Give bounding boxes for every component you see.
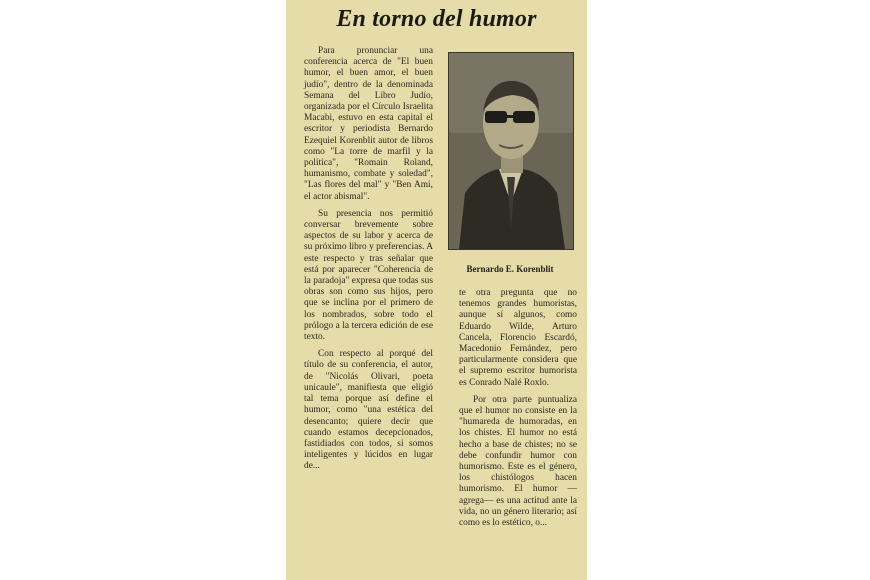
paragraph: te otra pregunta que no tenemos grandes humoristas, aunque sí algunos, como Eduardo Wilde, Arturo Cancela, Florencio Escardó, Macedonio Fernández, pero particularmente considera que el supremo escritor humorista es Conrado Nalé Roxlo.: [459, 288, 577, 388]
article-headline: En torno del humor: [336, 6, 537, 32]
portrait-image: [449, 53, 573, 249]
paragraph: Con respecto al porqué del título de su conferencia, el autor, de "Nicolás Olivari, poeta unicaule", manifiesta que eligió tal tema porque así define el humor, como "una estética del desencanto; quiere decir que cuando estamos decepcionados, fastidiados con todos, si somos inteligentes y lúcidos en lugar de...: [304, 349, 433, 472]
paragraph: Para pronunciar una conferencia acerca de "El buen humor, el buen amor, el buen judío", dentro de la denominada Semana del Libro Judío, organizada por el Círculo Israelita Macabi, estuvo en esta capital el escritor y periodista Bernardo Ezequiel Korenblit autor de libros como "La torre de marfil y la política", "Romain Roland, humanismo, combate y soledad", "Las flores del mal" y "Ben Ami, el actor abismal".: [304, 46, 433, 202]
right-text-column: [459, 288, 577, 535]
newspaper-clipping: [286, 0, 587, 580]
photo-caption: Bernardo E. Korenblit: [466, 264, 554, 274]
paragraph: Su presencia nos permitió conversar brevemente sobre aspectos de su labor y acerca de su próximo libro y preferencias. A este respecto y tras señalar que está por aparecer "Coherencia de la paradoja" expresa que todas sus obras son como sus hijos, pero que se inclina por el primero de los nombrados, sobre todo el prólogo a la tercera edición de ese texto.: [304, 208, 433, 343]
paragraph: Por otra parte puntualiza que el humor no consiste en la "humareda de humoradas, en los chistes. El humor no está hecho a base de chistes; no se debe confundir humor con humorismo. Este es el género, los chistólogos hacen humorismo. El humor —agrega— es una actitud ante la vida, no un género literario; así como es lo estético, o...: [459, 394, 577, 529]
author-photo: [448, 52, 574, 250]
left-text-column: [304, 46, 433, 479]
